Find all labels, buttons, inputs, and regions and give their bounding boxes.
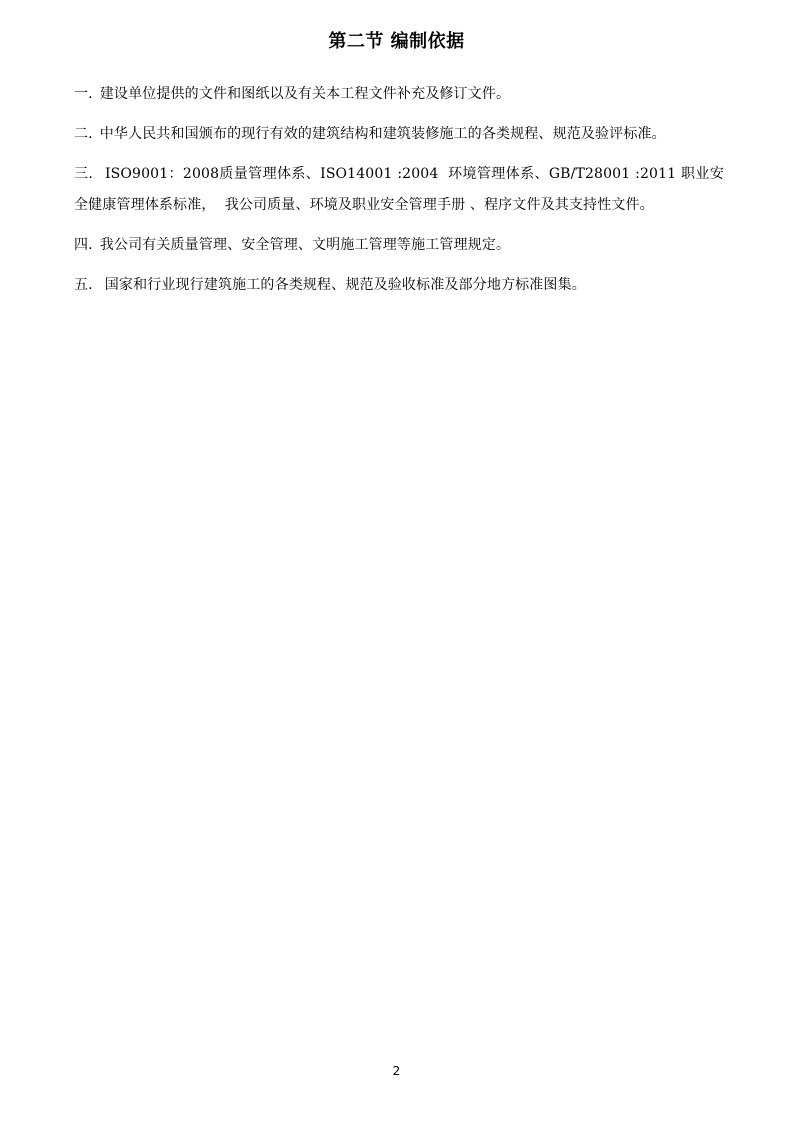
- list-item-text: 中华人民共和国颁布的现行有效的建筑结构和建筑装修施工的各类规程、规范及验评标准。: [99, 126, 666, 142]
- list-item: [74, 119, 724, 150]
- list-item-number: 三.: [74, 166, 93, 182]
- list-item-number: 一.: [74, 86, 93, 102]
- list-item: [74, 270, 724, 301]
- list-item: [74, 159, 724, 221]
- list-item-text: ISO9001：2008质量管理体系、ISO14001 :2004 环境管理体系、GB/T28001 :2011 职业安全健康管理体系标准， 我公司质量、环境及职业安全管理手册 、程序文件及其支持性文件。: [74, 166, 724, 213]
- list-item-text: 我公司有关质量管理、安全管理、文明施工管理等施工管理规定。: [99, 237, 511, 253]
- list-item-number: 五.: [74, 277, 93, 293]
- list-item-text: 国家和行业现行建筑施工的各类规程、规范及验收标准及部分地方标准图集。: [104, 277, 586, 293]
- page-number: 2: [392, 1064, 401, 1078]
- list-item-text: 建设单位提供的文件和图纸以及有关本工程文件补充及修订文件。: [99, 86, 511, 102]
- list-item: [74, 230, 724, 261]
- section-title: 第二节 编制依据: [328, 31, 465, 52]
- list-item-number: 四.: [74, 237, 93, 253]
- list-item-number: 二.: [74, 126, 93, 142]
- list-item: [74, 79, 724, 110]
- basis-list: [74, 79, 724, 310]
